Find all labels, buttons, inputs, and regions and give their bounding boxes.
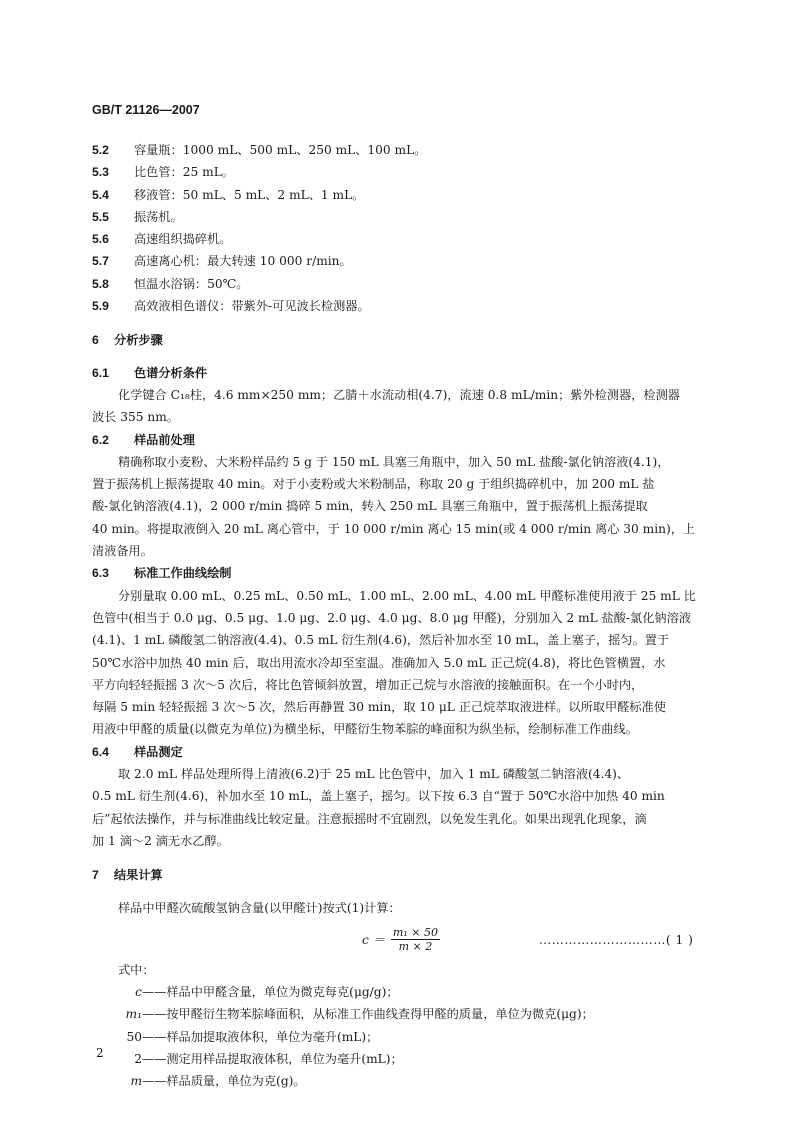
item-number: 5.5 — [92, 209, 109, 224]
variable-symbol: 50 — [126, 1029, 142, 1044]
paragraph-6-2 — [92, 451, 712, 562]
variable-definitions — [92, 981, 712, 1092]
paragraph-6-3 — [92, 585, 712, 741]
list-item — [92, 184, 712, 206]
variable-symbol: m₁ — [125, 1007, 142, 1022]
equation-number: ( 1 ) — [665, 932, 694, 947]
text-line: 40 min。将提取液倒入 20 mL 离心管中，于 10 000 r/min 离心 15 min(或 4 000 r/min 离心 30 min)，上 — [92, 521, 696, 536]
list-item — [92, 228, 712, 250]
list-item — [92, 206, 712, 228]
list-item — [92, 161, 712, 183]
subsection-title: 样品前处理 — [134, 432, 195, 447]
paragraph-6-4 — [92, 763, 712, 852]
text-line: 每隔 5 min 轻轻振摇 3 次～5 次，然后再静置 30 min，取 10 μL 正己烷萃取液进样。以所取甲醛标准使 — [92, 700, 666, 715]
formula — [362, 926, 440, 953]
subsection-heading-6-3 — [92, 562, 712, 584]
subsection-number: 6.4 — [92, 744, 109, 759]
variable-symbol: m — [130, 1074, 142, 1089]
text-line: 置于振荡机上振荡提取 40 min。对于小麦粉或大米粉制品，称取 20 g 于组织捣碎机中，加 200 mL 盐 — [92, 477, 655, 492]
text-line: 加 1 滴～2 滴无水乙醇。 — [92, 833, 229, 848]
list-item — [92, 273, 712, 295]
list-item — [92, 250, 712, 272]
item-number: 5.2 — [92, 143, 109, 157]
item-text: 比色管：25 mL。 — [134, 165, 234, 180]
item-number: 5.6 — [92, 232, 109, 247]
formula-intro: 样品中甲醛次硫酸氢钠含量(以甲醛计)按式(1)计算： — [118, 900, 401, 915]
definition-item — [92, 1070, 712, 1092]
section-heading-6 — [92, 329, 712, 351]
section-number: 7 — [92, 868, 99, 883]
definition-item — [92, 1003, 712, 1025]
formula-lhs: c ＝ — [362, 932, 385, 947]
section-heading-7 — [92, 864, 712, 886]
variable-symbol: c — [135, 985, 142, 1000]
item-text: 容量瓶：1000 mL、500 mL、250 mL、100 mL。 — [134, 143, 427, 157]
variable-description: ——按甲醛衍生物苯腙峰面积，从标准工作曲线查得甲醛的质量，单位为微克(μg)； — [142, 1007, 594, 1022]
text-line: 色管中(相当于 0.0 μg、0.5 μg、1.0 μg、2.0 μg、4.0 μg、8.0 μg 甲醛)，分别加入 2 mL 盐酸-氯化钠溶液 — [92, 610, 691, 625]
fraction-denominator: m × 2 — [398, 940, 433, 954]
text-line: 取 2.0 mL 样品处理所得上清液(6.2)于 25 mL 比色管中，加入 1 mL 磷酸氢二钠溶液(4.4)、 — [118, 767, 630, 782]
item-text: 高速组织捣碎机。 — [134, 232, 232, 247]
item-text: 高速离心机：最大转速 10 000 r/min。 — [134, 254, 352, 269]
subsection-heading-6-4 — [92, 741, 712, 763]
item-text: 移液管：50 mL、5 mL、2 mL、1 mL。 — [134, 187, 365, 202]
definition-item — [92, 1048, 712, 1070]
subsection-title: 样品测定 — [134, 744, 183, 759]
subsection-heading-6-1 — [92, 362, 712, 384]
subsection-number: 6.3 — [92, 566, 109, 581]
subsection-title: 色谱分析条件 — [134, 365, 208, 380]
text-line: 分别量取 0.00 mL、0.25 mL、0.50 mL、1.00 mL、2.00 mL、4.00 mL 甲醛标准使用液于 25 mL 比 — [118, 588, 696, 603]
item-number: 5.3 — [92, 165, 109, 180]
standard-code: GB/T 21126—2007 — [92, 103, 200, 117]
page-number: 2 — [96, 1046, 104, 1060]
text-line: 波长 355 nm。 — [92, 410, 179, 425]
fraction-numerator: m₁ × 50 — [392, 926, 438, 940]
text-line: 酸-氯化钠溶液(4.1)，2 000 r/min 捣碎 5 min，转入 250 mL 具塞三角瓶中，置于振荡机上振荡提取 — [92, 499, 648, 514]
section-number: 6 — [92, 333, 99, 348]
text-line: 化学键合 C₁₈柱，4.6 mm×250 mm；乙腈＋水流动相(4.7)，流速 0.8 mL/min；紫外检测器，检测器 — [118, 387, 680, 402]
text-line: (4.1)、1 mL 磷酸氢二钠溶液(4.4)、0.5 mL 衍生剂(4.6)，然后补加水至 10 mL，盖上塞子，摇匀。置于 — [92, 633, 670, 648]
item-number: 5.9 — [92, 299, 109, 314]
text-line: 后”起依法操作，并与标准曲线比较定量。注意振摇时不宜剧烈，以免发生乳化。如果出现乳化现象，滴 — [92, 811, 647, 826]
variable-symbol: 2 — [134, 1051, 142, 1066]
list-item — [92, 139, 712, 161]
item-text: 高效液相色谱仪：带紫外-可见波长检测器。 — [134, 299, 370, 314]
text-line: 精确称取小麦粉、大米粉样品约 5 g 于 150 mL 具塞三角瓶中，加入 50 mL 盐酸-氯化钠溶液(4.1)， — [118, 454, 670, 469]
text-line: 清液备用。 — [92, 544, 153, 559]
definition-item — [92, 981, 712, 1003]
text-line: 50℃水浴中加热 40 min 后，取出用流水冷却至室温。准确加入 5.0 mL 正己烷(4.8)，将比色管横置，水 — [92, 655, 666, 670]
text-line: 平方向轻轻振摇 3 次～5 次后，将比色管倾斜放置，增加正己烷与水溶液的接触面积。在一个小时内， — [92, 677, 644, 692]
item-number: 5.8 — [92, 276, 109, 291]
section-title: 结果计算 — [114, 868, 163, 883]
section-title: 分析步骤 — [114, 333, 163, 348]
fraction — [391, 926, 440, 953]
item-number: 5.7 — [92, 254, 109, 269]
variable-description: ——样品质量，单位为克(g)。 — [142, 1074, 306, 1089]
item-number: 5.4 — [92, 187, 109, 202]
document-body — [92, 139, 712, 1093]
text-line: 用液中甲醛的质量(以微克为单位)为横坐标，甲醛衍生物苯腙的峰面积为纵坐标，绘制标准工作曲线。 — [92, 722, 638, 737]
paragraph-6-1 — [92, 384, 712, 429]
leader-dots: …………………………( 1 ) — [539, 932, 694, 947]
subsection-heading-6-2 — [92, 429, 712, 451]
subsection-number: 6.1 — [92, 365, 109, 380]
text-line: 0.5 mL 衍生剂(4.6)，补加水至 10 mL，盖上塞子，摇匀。以下按 6.3 自“置于 50℃水浴中加热 40 min — [92, 789, 665, 804]
variable-description: ——样品中甲醛含量，单位为微克每克(μg/g)； — [142, 985, 399, 1000]
item-text: 振荡机。 — [134, 209, 183, 224]
where-label: 式中： — [118, 962, 155, 977]
definition-item — [92, 1026, 712, 1048]
subsection-title: 标准工作曲线绘制 — [134, 566, 232, 581]
list-item — [92, 295, 712, 317]
apparatus-list — [92, 139, 712, 317]
formula-row — [92, 925, 712, 955]
variable-description: ——测定用样品提取液体积，单位为毫升(mL)； — [142, 1051, 403, 1066]
item-text: 恒温水浴锅：50℃。 — [134, 276, 249, 291]
subsection-number: 6.2 — [92, 432, 109, 447]
variable-description: ——样品加提取液体积，单位为毫升(mL)； — [142, 1029, 379, 1044]
